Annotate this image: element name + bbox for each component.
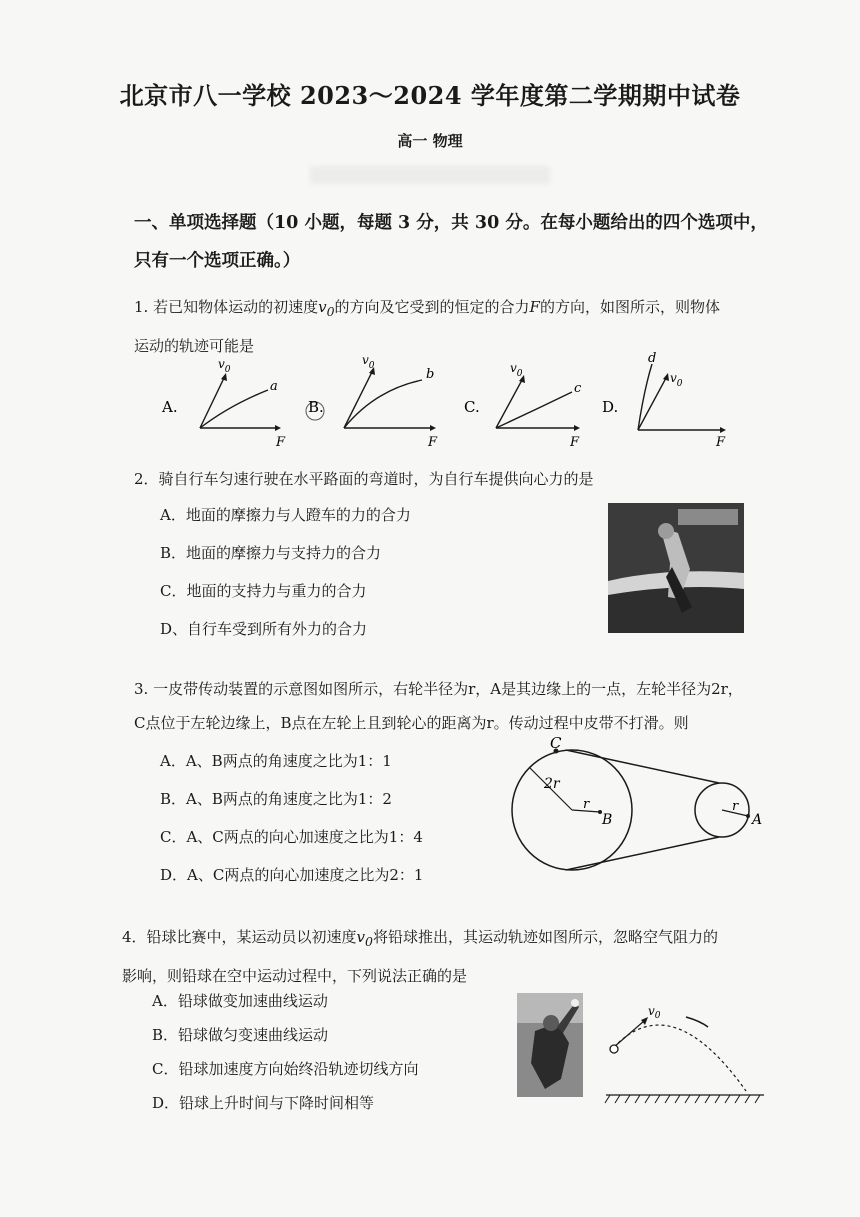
label-right-r: r [732,799,739,814]
shot-put-photo-art [517,993,583,1097]
q1-option-b[interactable] [306,353,438,450]
shot-put-photo [517,993,583,1097]
cyclist-photo [608,503,744,633]
velocity-arrow [496,380,522,428]
ground-hatching [605,1095,760,1103]
q1-option-c-label: C. [464,398,480,416]
exam-subtitle: 高一 物理 [397,132,463,150]
q4-option-a[interactable]: A．铅球做变加速曲线运动 [152,992,328,1010]
q1-option-d[interactable] [602,351,726,450]
shot-put-trajectory-diagram [600,1003,770,1108]
question-4-stem [122,920,822,993]
force-label: F [276,435,286,450]
force-arrow-head [720,427,726,433]
question-3-line2: C点位于左轮边缘上，B点在左轮上且到轮心的距离为r。传动过程中皮带不打滑。则 [134,714,689,732]
v0-arrow-head [641,1017,648,1025]
q2-option-c[interactable]: C．地面的支持力与重力的合力 [160,582,367,600]
point-a-dot [746,814,750,818]
v0-label: $v_0$ [670,371,683,389]
q4-option-b[interactable]: B．铅球做匀变速曲线运动 [152,1026,329,1044]
q2-option-a[interactable]: A．地面的摩擦力与人蹬车的力的合力 [160,506,411,524]
cyclist-photo-art [608,503,744,633]
force-label: F [570,435,580,450]
label-2r: 2r [544,776,560,792]
trajectory-d [638,364,652,430]
section-heading [134,204,784,280]
question-2-stem: 2．骑自行车匀速行驶在水平路面的弯道时，为自行车提供向心力的是 [134,470,594,488]
curve-label-c: c [574,381,582,396]
trajectory-curve [614,1025,746,1091]
label-b: B [602,812,613,828]
trajectory-a [200,390,268,428]
force-arrow-head [275,425,281,431]
belt-bottom [566,837,719,870]
force-arrow-head [430,425,436,431]
belt-drive-diagram [500,734,790,883]
exam-title: 北京市八一学校 2023～2024 学年度第二学期期中试卷 [119,81,741,110]
q3-option-b[interactable]: B．A、B两点的角速度之比为1：2 [160,790,392,808]
section-heading-line2: 只有一个选项正确。） [134,251,301,271]
curve-label-b: b [426,367,435,382]
q1-option-c[interactable] [464,361,582,450]
v0-arrow [614,1021,644,1047]
question-1-line1: 1. 若已知物体运动的初速度$v_0$的方向及它受到的恒定的合力F的方向，如图所示，则物体 [134,298,720,319]
q3-option-d[interactable]: D．A、C两点的向心加速度之比为2：1 [160,866,424,884]
question-3-stem [134,672,824,740]
q3-option-c[interactable]: C．A、C两点的向心加速度之比为1：4 [160,828,423,846]
label-c: C [550,734,562,752]
q1-option-b-label: B. [308,398,324,416]
question-4-line1: 4．铅球比赛中，某运动员以初速度$v_0$将铅球推出，其运动轨迹如图所示，忽略空气阻力的 [122,928,718,949]
trajectory-c [496,392,572,428]
question-1-diagrams [150,350,750,450]
velocity-arrow [200,378,224,428]
question-4-line2: 影响，则铅球在空中运动过程中，下列说法正确的是 [122,967,468,985]
section-heading-line1: 一、单项选择题（10 小题，每题 3 分，共 30 分。在每小题给出的四个选项中， [134,213,768,233]
q1-option-a-label: A. [162,398,178,416]
scan-smudge [310,166,550,184]
trajectory-arrow [686,1017,708,1027]
v0-label: $v_0$ [648,1004,661,1021]
question-3-line1: 3. 一皮带传动装置的示意图如图所示，右轮半径为r，A是其边缘上的一点，左轮半径为2r， [134,680,743,698]
label-inner-r: r [583,797,590,812]
label-a: A [752,812,763,828]
q2-option-b[interactable]: B．地面的摩擦力与支持力的合力 [160,544,382,562]
v0-label: $v_0$ [510,361,523,379]
force-symbol: F [529,298,540,316]
q4-option-d[interactable]: D．铅球上升时间与下降时间相等 [152,1094,375,1112]
force-label: F [716,435,726,450]
q4-option-c[interactable]: C．铅球加速度方向始终沿轨迹切线方向 [152,1060,419,1078]
curve-label-a: a [270,379,278,394]
v0-symbol: $v_0$ [318,298,335,319]
velocity-arrow-head [663,373,669,381]
belt-top [566,750,719,783]
force-label: F [428,435,438,450]
v0-label: $v_0$ [362,353,375,371]
q1-option-a[interactable] [161,357,286,450]
v0-label: $v_0$ [218,357,231,375]
v0-symbol: $v_0$ [356,928,373,949]
shot-ball [610,1045,618,1053]
q3-option-a[interactable]: A．A、B两点的角速度之比为1：1 [160,752,392,770]
velocity-arrow [344,372,372,428]
q1-option-d-label: D. [602,398,619,416]
question-1-line2: 运动的轨迹可能是 [134,337,255,355]
force-arrow-head [574,425,580,431]
curve-label-d: d [648,351,657,366]
q2-option-d[interactable]: D、自行车受到所有外力的合力 [160,620,368,638]
